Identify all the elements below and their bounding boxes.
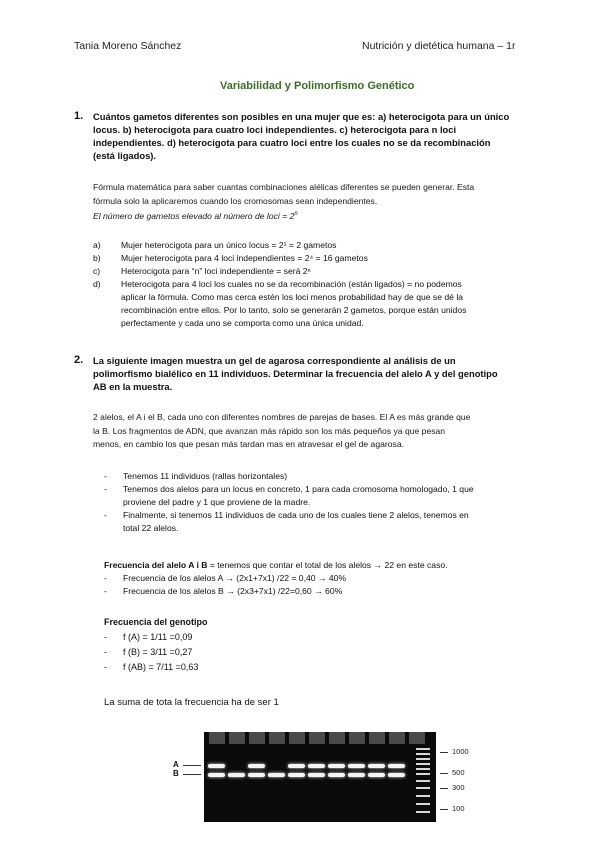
gel-band-b	[388, 773, 405, 777]
genotype-item: - f (B) = 3/11 =0,27	[104, 645, 404, 660]
ladder-band	[416, 803, 430, 805]
header-course: Nutrición y dietética humana – 1r	[362, 40, 516, 52]
gel-pointer-b	[183, 774, 201, 775]
bullet-item: - Finalmente, si tenemos 11 individuos de cada uno de los cuales tiene 2 alelos, tenemos en	[104, 510, 469, 520]
q2-intro-line: la B. Los fragmentos de ADN, que avanzan más rápido son los más pequeños ya que pesan	[93, 425, 446, 436]
formula-intro	[93, 181, 568, 223]
answer-item	[93, 278, 568, 291]
sum-note: La suma de tota la frecuencia ha de ser 1	[104, 697, 279, 708]
answer-item	[93, 239, 568, 252]
scale-tick	[440, 809, 448, 810]
gel-band-a	[348, 764, 365, 768]
answer-text: Heterocigota para 4 loci los cuales no se da recombinación (están ligados) = no podemos	[121, 279, 462, 289]
allele-frequency-item: - Frecuencia de los alelos A → (2x1+7x1) /22 = 0,40 → 40%	[104, 573, 347, 583]
gel-band-b	[348, 773, 365, 777]
gel-well	[349, 732, 365, 744]
bullet-text: Tenemos 11 individuos (rallas horizontales)	[123, 471, 288, 481]
ladder-band	[416, 780, 430, 782]
gel-band-b	[248, 773, 265, 777]
formula-intro-line: fórmula solo la aplicaremos cuando los cromosomas sean independientes.	[93, 195, 378, 206]
scale-label-1000: 1000	[452, 747, 469, 756]
question-2-line: AB en la muestra.	[93, 381, 173, 392]
q2-bullets	[104, 470, 569, 535]
allele-frequency	[104, 559, 574, 598]
question-1-text	[93, 110, 563, 162]
question-2-line: polimorfismo bialélico en 11 individuos. Determinar la frecuencia del alelo A y del genotipo	[93, 368, 498, 379]
gel-well	[249, 732, 265, 744]
answer-text: Mujer heterocigota para 4 loci independientes = 2⁴ = 16 gametos	[121, 253, 368, 263]
answer-d-continuation: perfectamente y cada uno se comporta como una única unidad.	[121, 318, 364, 328]
answer-d-continuation: aplicar la fórmula. Como mas cerca estén los loci menos probabilidad hay de que se dé la	[121, 292, 464, 302]
answer-d-continuation: recombinación entre ellos. Por lo tanto, solo se generarán 2 gametos, porque están unidos	[121, 305, 467, 315]
allele-frequency-desc: = tenemos que contar el total de los alelos → 22 en este caso.	[207, 560, 448, 570]
ladder-band	[416, 763, 430, 765]
allele-frequency-item: - Frecuencia de los alelos B → (2x3+7x1) /22=0,60 → 60%	[104, 586, 343, 596]
ladder-band	[416, 753, 430, 755]
gel-band-a	[248, 764, 265, 768]
gel-band-a	[208, 764, 225, 768]
page-title: Variabilidad y Polimorfismo Genético	[220, 80, 415, 92]
question-1-number: 1.	[74, 110, 84, 122]
gel-well	[369, 732, 385, 744]
gel-well	[389, 732, 405, 744]
gel-allele-labels	[173, 760, 179, 778]
question-2-line: La siguiente imagen muestra un gel de agarosa correspondiente al análisis de un	[93, 355, 456, 366]
scale-tick	[440, 788, 448, 789]
question-1-line: Cuántos gametos diferentes son posibles en una mujer que es: a) heterocigota para un único	[93, 111, 510, 122]
allele-frequency-text: Frecuencia de los alelos B → (2x3+7x1) /22=0,60 → 60%	[123, 586, 343, 596]
gel-well	[209, 732, 225, 744]
genotype-text: f (A) = 1/11 =0,09	[123, 632, 193, 642]
gel-band-a	[308, 764, 325, 768]
header-author: Tania Moreno Sánchez	[74, 40, 182, 52]
formula-intro-line: Fórmula matemática para saber cuantas combinaciones alélicas diferentes se pueden generar. Esta	[93, 182, 475, 192]
formula-text: El número de gametos elevado al número de loci = 2	[93, 210, 295, 221]
answer-text: Mujer heterocigota para un único locus = 2¹ = 2 gametos	[121, 240, 337, 250]
answer-item	[93, 265, 568, 278]
bullet-item: - Tenemos dos alelos para un locus en concreto, 1 para cada cromosoma homologado, 1 que	[104, 484, 474, 494]
gel-band-b	[208, 773, 225, 777]
answer-label: a)	[93, 240, 101, 250]
bullet-text: Tenemos dos alelos para un locus en concreto, 1 para cada cromosoma homologado, 1 que	[123, 484, 474, 494]
agarose-gel-image	[204, 732, 436, 822]
q2-intro	[93, 411, 571, 452]
formula-line	[93, 208, 568, 223]
gel-band-b	[268, 773, 285, 777]
ladder-band	[416, 768, 430, 770]
gel-label-b: B	[173, 769, 179, 778]
gel-well	[229, 732, 245, 744]
gel-band-b	[368, 773, 385, 777]
genotype-item: - f (AB) = 7/11 =0,63	[104, 660, 404, 675]
gel-band-b	[288, 773, 305, 777]
bullet-text: Finalmente, si tenemos 11 individuos de cada uno de los cuales tiene 2 alelos, tenemos en	[123, 510, 469, 520]
scale-label-500: 500	[452, 768, 465, 777]
genotype-item: - f (A) = 1/11 =0,09	[104, 630, 404, 645]
gel-band-b	[228, 773, 245, 777]
ladder-band	[416, 811, 430, 813]
gel-size-scale	[440, 732, 500, 822]
q2-intro-line: 2 alelos, el A i el B, cada uno con diferentes nombres de parejas de bases. El A es más grande que	[93, 412, 471, 422]
gel-band-a	[368, 764, 385, 768]
gel-pointer-a	[183, 765, 201, 766]
gel-band-b	[328, 773, 345, 777]
gel-band-a	[288, 764, 305, 768]
ladder-band	[416, 748, 430, 750]
answer-text: Heterocigota para “n” loci independiente = será 2ⁿ	[121, 266, 311, 276]
ladder-band	[416, 795, 430, 797]
gel-well	[289, 732, 305, 744]
answer-label: b)	[93, 253, 101, 263]
question-2-number: 2.	[74, 354, 84, 366]
formula-exponent: n	[294, 211, 298, 217]
scale-label-300: 300	[452, 783, 465, 792]
genotype-title: Frecuencia del genotipo	[104, 617, 208, 627]
genotype-frequency	[104, 615, 404, 675]
scale-tick	[440, 773, 448, 774]
gel-well	[309, 732, 325, 744]
ladder-band	[416, 758, 430, 760]
gel-well	[409, 732, 425, 744]
ladder-band	[416, 773, 430, 775]
answer-label: d)	[93, 279, 101, 289]
answer-label: c)	[93, 266, 101, 276]
gel-band-a	[328, 764, 345, 768]
question-2-text	[93, 354, 568, 393]
gel-well	[269, 732, 285, 744]
answer-list	[93, 239, 568, 330]
q2-intro-line: menos, en cambio los que pesan más tardan mas en atravesar el gel de agarosa.	[93, 439, 404, 449]
scale-label-100: 100	[452, 804, 465, 813]
gel-band-a	[388, 764, 405, 768]
question-1-line: locus. b) heterocigota para cuatro loci independientes. c) heterocigota para n loci	[93, 124, 457, 135]
ladder-band	[416, 787, 430, 789]
question-1-line: independientes. d) heterocigota para cuatro loci entre los cuales no se da recombinación	[93, 137, 491, 148]
gel-label-a: A	[173, 760, 179, 769]
scale-tick	[440, 752, 448, 753]
question-1-line: (está ligados).	[93, 150, 157, 161]
answer-item	[93, 252, 568, 265]
allele-frequency-text: Frecuencia de los alelos A → (2x1+7x1) /22 = 0,40 → 40%	[123, 573, 347, 583]
gel-band-b	[308, 773, 325, 777]
allele-frequency-heading	[104, 559, 574, 572]
bullet-text-cont: proviene del padre y 1 que proviene de la madre.	[123, 497, 311, 507]
bullet-item: - Tenemos 11 individuos (rallas horizontales)	[104, 471, 288, 481]
allele-frequency-title: Frecuencia del alelo A i B	[104, 560, 208, 570]
bullet-text-cont: total 22 alelos.	[123, 523, 179, 533]
genotype-text: f (B) = 3/11 =0,27	[123, 647, 193, 657]
genotype-text: f (AB) = 7/11 =0,63	[123, 662, 199, 672]
gel-well	[329, 732, 345, 744]
